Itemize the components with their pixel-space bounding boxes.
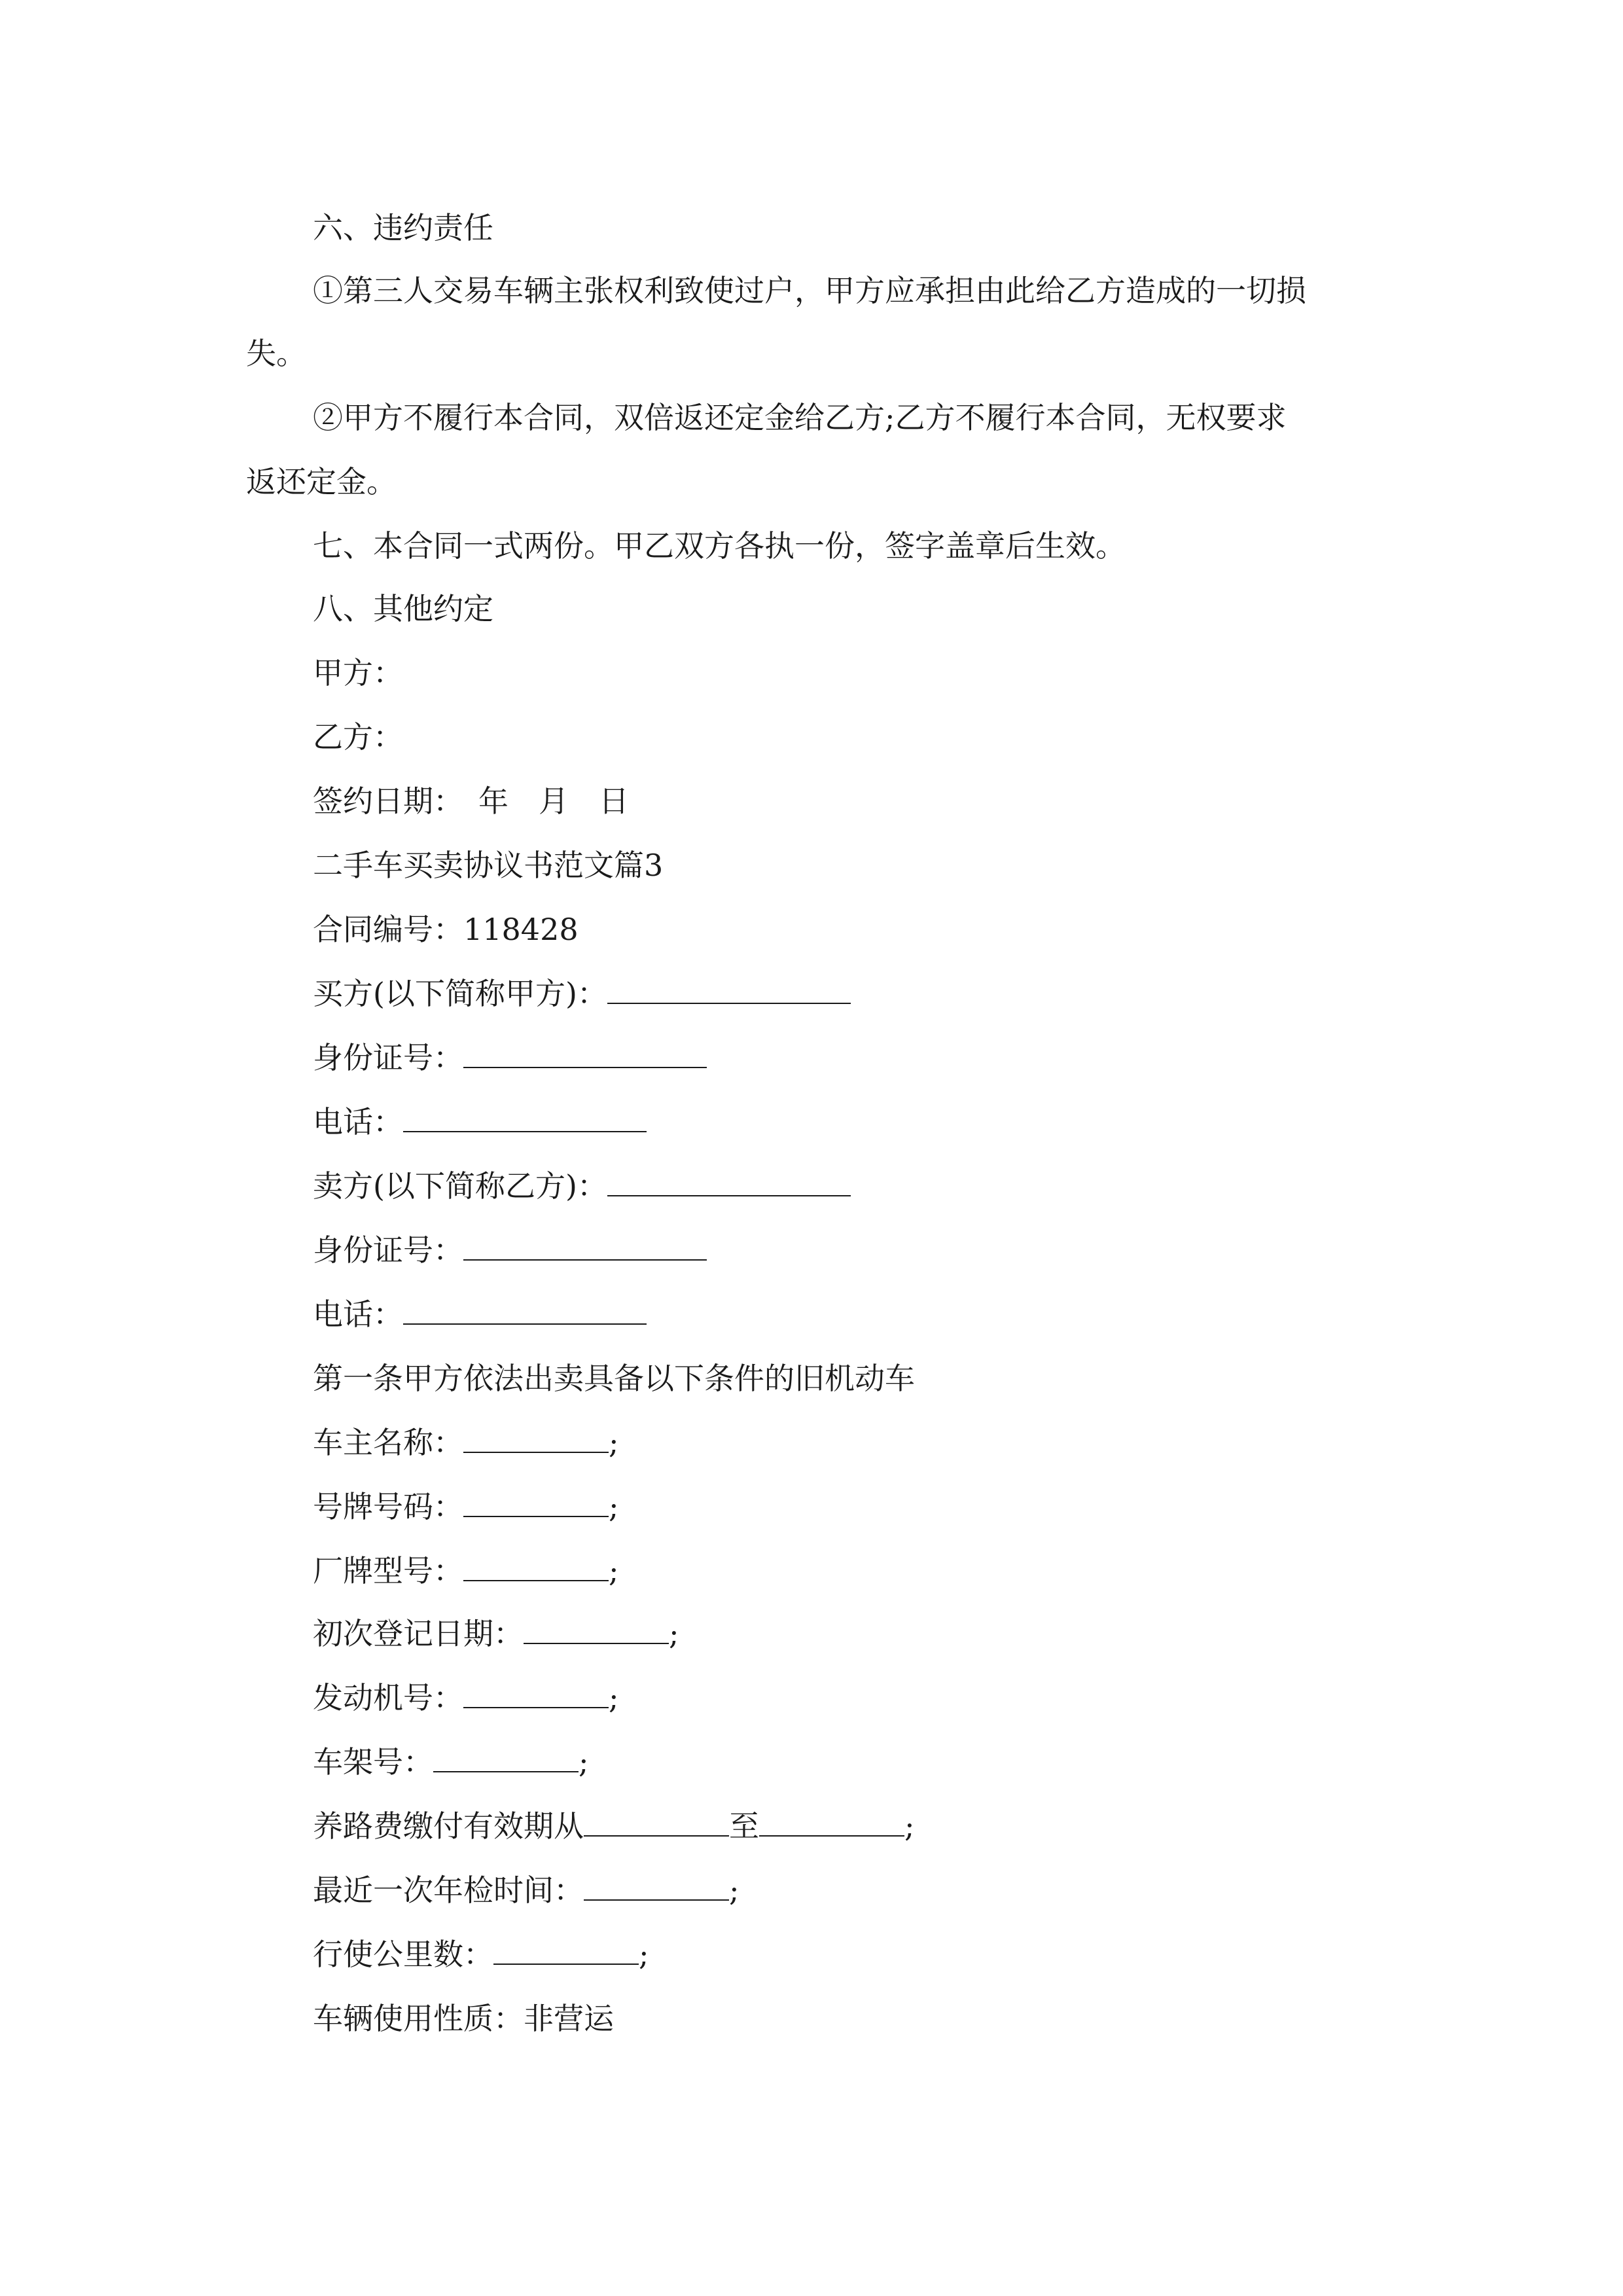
last-inspection-row	[313, 1871, 740, 1910]
seller-id-label: 身份证号：	[313, 1232, 463, 1268]
buyer-name-row	[313, 974, 851, 1013]
buyer-phone-row	[313, 1102, 647, 1141]
breach-heading: 六、违约责任	[313, 210, 493, 245]
buyer-phone-label: 电话：	[313, 1104, 403, 1139]
seller-id-row	[313, 1230, 707, 1270]
section-title: 二手车买卖协议书范文篇3	[313, 848, 664, 883]
breach-item-1-line-2: 失。	[246, 336, 306, 371]
party-a-signature: 甲方：	[313, 655, 403, 691]
model-label: 厂牌型号：	[313, 1553, 463, 1588]
clause-8: 八、其他约定	[313, 591, 493, 626]
road-fee-semicolon: ;	[904, 1808, 915, 1844]
model-semicolon: ;	[609, 1553, 619, 1588]
engine-row	[313, 1678, 619, 1717]
plate-semicolon: ;	[609, 1489, 619, 1524]
mileage-label: 行使公里数：	[313, 1937, 493, 1972]
road-fee-to-blank	[759, 1806, 904, 1837]
last-inspection-label: 最近一次年检时间：	[313, 1873, 584, 1908]
seller-name-blank	[607, 1166, 851, 1196]
road-fee-row	[313, 1806, 915, 1846]
clause-7: 七、本合同一式两份。甲乙双方各执一份，签字盖章后生效。	[313, 528, 1126, 564]
frame-semicolon: ;	[579, 1744, 589, 1780]
buyer-id-label: 身份证号：	[313, 1040, 463, 1075]
breach-item-2-line-2: 返还定金。	[246, 464, 397, 499]
owner-label: 车主名称：	[313, 1425, 463, 1460]
party-b-signature: 乙方：	[313, 719, 403, 755]
road-fee-from-blank	[584, 1806, 729, 1837]
engine-blank	[463, 1678, 609, 1708]
seller-phone-label: 电话：	[313, 1297, 403, 1332]
first-registration-row	[313, 1614, 679, 1653]
buyer-id-row	[313, 1038, 707, 1077]
owner-blank	[463, 1423, 609, 1453]
engine-label: 发动机号：	[313, 1680, 463, 1715]
road-fee-to-label: 至	[729, 1808, 759, 1844]
breach-item-2-line-1: ②甲方不履行本合同，双倍返还定金给乙方;乙方不履行本合同，无权要求	[313, 400, 1287, 435]
mileage-row	[313, 1935, 649, 1974]
owner-row	[313, 1423, 619, 1462]
model-blank	[463, 1551, 609, 1581]
first-registration-label: 初次登记日期：	[313, 1616, 524, 1651]
engine-semicolon: ;	[609, 1680, 619, 1715]
frame-blank	[433, 1742, 579, 1772]
frame-label: 车架号：	[313, 1744, 433, 1780]
mileage-blank	[493, 1935, 639, 1965]
buyer-id-blank	[463, 1038, 707, 1068]
first-registration-semicolon: ;	[669, 1616, 679, 1651]
last-inspection-semicolon: ;	[729, 1873, 740, 1908]
first-registration-blank	[524, 1614, 669, 1644]
plate-label: 号牌号码：	[313, 1489, 463, 1524]
seller-phone-blank	[403, 1295, 647, 1325]
buyer-name-label: 买方(以下简称甲方)：	[313, 976, 607, 1011]
plate-row	[313, 1487, 619, 1526]
breach-item-1-line-1: ①第三人交易车辆主张权利致使过户，甲方应承担由此给乙方造成的一切损	[313, 273, 1306, 308]
model-row	[313, 1551, 619, 1590]
vehicle-usage: 车辆使用性质：非营运	[313, 2001, 614, 2036]
article-1: 第一条甲方依法出卖具备以下条件的旧机动车	[313, 1361, 915, 1396]
signing-date: 签约日期： 年 月 日	[313, 783, 629, 819]
owner-semicolon: ;	[609, 1425, 619, 1460]
mileage-semicolon: ;	[639, 1937, 649, 1972]
plate-blank	[463, 1487, 609, 1517]
frame-row	[313, 1742, 589, 1782]
seller-name-label: 卖方(以下简称乙方)：	[313, 1168, 607, 1204]
buyer-name-blank	[607, 974, 851, 1004]
last-inspection-blank	[584, 1871, 729, 1901]
road-fee-from-label: 养路费缴付有效期从	[313, 1808, 584, 1844]
contract-number: 合同编号：118428	[313, 912, 579, 947]
buyer-phone-blank	[403, 1102, 647, 1132]
seller-id-blank	[463, 1230, 707, 1261]
seller-name-row	[313, 1166, 851, 1206]
seller-phone-row	[313, 1295, 647, 1334]
